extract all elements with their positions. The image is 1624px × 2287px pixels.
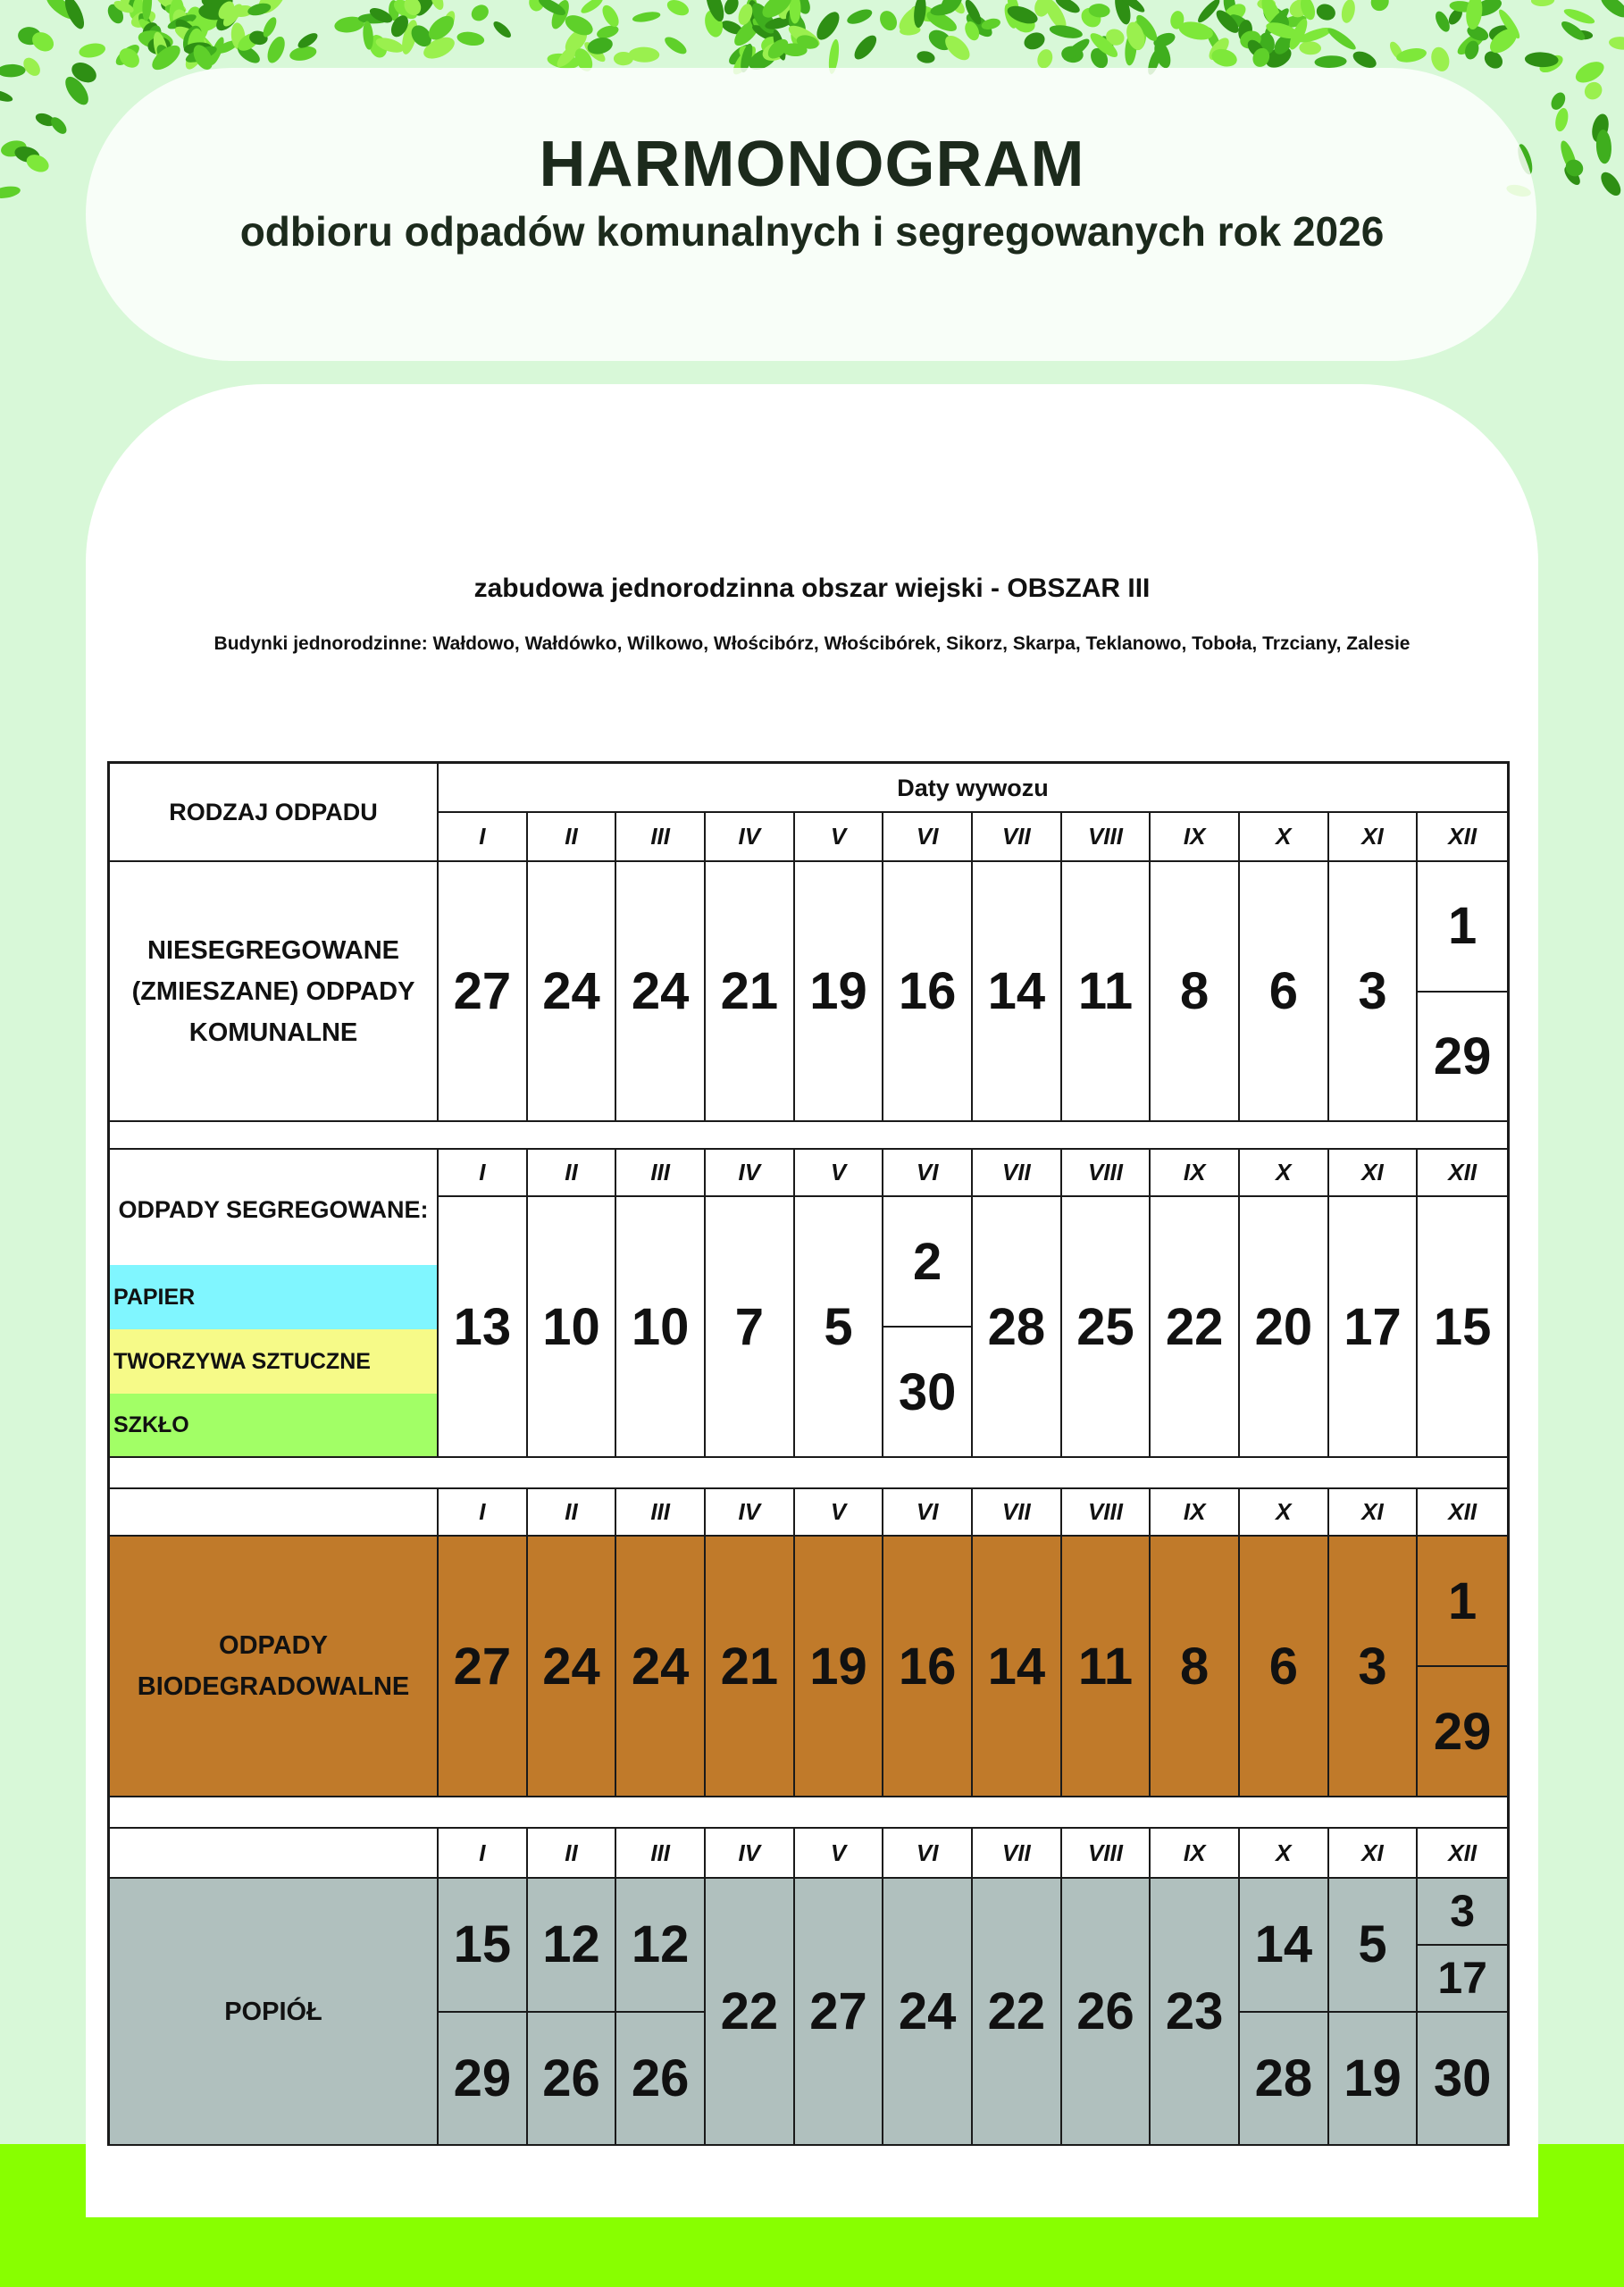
date-value: 7 — [734, 1297, 764, 1356]
month-header-V — [795, 813, 884, 862]
month-header-XI — [1329, 1829, 1419, 1879]
date-cell — [616, 1197, 706, 1458]
date-cell — [528, 1537, 617, 1797]
leaf-shape — [0, 88, 14, 105]
month-label: VIII — [1087, 1498, 1123, 1525]
date-cell — [616, 1879, 706, 2013]
month-label: I — [479, 1498, 486, 1525]
leaf-shape — [491, 19, 514, 40]
month-label: III — [650, 1498, 670, 1525]
date-value: 26 — [631, 2048, 690, 2107]
month-header-XII — [1418, 1829, 1507, 1879]
month-header-II — [528, 1150, 617, 1197]
date-value: 5 — [1358, 1915, 1387, 1974]
dates-header-cell — [439, 764, 1507, 813]
date-cell — [1240, 1879, 1329, 2013]
date-cell — [616, 862, 706, 1122]
month-label: V — [830, 1498, 847, 1525]
date-cell — [1151, 1537, 1240, 1797]
date-cell — [616, 1537, 706, 1797]
month-header-VII — [973, 1829, 1062, 1879]
section-gap — [110, 1797, 1507, 1829]
date-cell — [1418, 1667, 1507, 1797]
month-header-XII — [1418, 1150, 1507, 1197]
leaf-shape — [468, 2, 491, 24]
date-value: 24 — [631, 1637, 690, 1696]
month-header-VIII — [1062, 1829, 1151, 1879]
area-villages: Budynki jednorodzinne: Wałdowo, Wałdówko, Wilkowo, Włościbórz, Włościbórek, Sikorz, Skarpa, Teklanowo, Toboła, Trzciany, Zalesie — [213, 633, 1411, 654]
month-header-X — [1240, 1489, 1329, 1537]
date-value: 1 — [1448, 1571, 1478, 1630]
date-cell — [528, 1197, 617, 1458]
date-value: 8 — [1180, 1637, 1210, 1696]
leaf-shape — [1531, 0, 1555, 7]
date-value: 28 — [987, 1297, 1046, 1356]
date-value: 29 — [1433, 1702, 1492, 1761]
month-header-VII — [973, 1489, 1062, 1537]
month-label: II — [565, 1839, 578, 1866]
month-label: V — [830, 1159, 847, 1185]
date-cell — [528, 1879, 617, 2013]
month-label: X — [1276, 1498, 1292, 1525]
date-value: 8 — [1180, 962, 1210, 1020]
month-label: VII — [1001, 1839, 1031, 1866]
month-header-IX — [1151, 1489, 1240, 1537]
leaf-shape — [665, 0, 691, 19]
month-label: XII — [1448, 1159, 1478, 1185]
month-header-VIII — [1062, 1489, 1151, 1537]
month-header-III — [616, 813, 706, 862]
date-value: 23 — [1165, 1982, 1224, 2040]
month-label: V — [830, 823, 847, 850]
date-cell — [795, 1197, 884, 1458]
type-header: RODZAJ ODPADU — [169, 799, 378, 825]
month-label: IV — [738, 823, 761, 850]
leaf-shape — [629, 46, 660, 63]
subtype-cell-1 — [110, 1329, 439, 1394]
month-header-VI — [883, 1150, 973, 1197]
date-cell — [1062, 1879, 1151, 2146]
month-header-II — [528, 1489, 617, 1537]
date-value: 6 — [1268, 1637, 1298, 1696]
month-label: II — [565, 823, 578, 850]
month-header-VIII — [1062, 813, 1151, 862]
date-value: 11 — [1077, 1637, 1134, 1696]
leaf-shape — [1314, 2, 1337, 23]
date-value: 26 — [1076, 1982, 1134, 2040]
date-value: 25 — [1076, 1297, 1134, 1356]
date-value: 22 — [1165, 1297, 1224, 1356]
date-cell — [1240, 1197, 1329, 1458]
date-value: 14 — [987, 1637, 1046, 1696]
date-value: 24 — [542, 1637, 600, 1696]
date-value: 10 — [542, 1297, 600, 1356]
date-value: 28 — [1254, 2048, 1313, 2107]
date-cell — [1151, 1197, 1240, 1458]
date-cell — [1240, 862, 1329, 1122]
date-value: 3 — [1450, 1886, 1476, 1937]
date-cell — [1418, 993, 1507, 1123]
leaf-shape — [1314, 55, 1347, 69]
leaf-shape — [1022, 29, 1048, 53]
month-label: XII — [1448, 1839, 1478, 1866]
date-cell — [973, 1537, 1062, 1797]
section-label-ash: POPIÓŁ — [224, 1997, 322, 2026]
leaf-shape — [845, 6, 874, 27]
month-header-III — [616, 1829, 706, 1879]
month-header-IV — [706, 1150, 795, 1197]
month-header-I — [439, 813, 528, 862]
month-label: I — [479, 1159, 486, 1185]
date-value: 3 — [1358, 962, 1387, 1020]
month-label: VII — [1001, 1159, 1031, 1185]
section-gap — [110, 1458, 1507, 1489]
date-value: 11 — [1077, 962, 1134, 1020]
subtype-label: PAPIER — [113, 1285, 196, 1310]
month-label: IV — [738, 1498, 761, 1525]
month-header-III — [616, 1489, 706, 1537]
date-value: 1 — [1448, 897, 1478, 956]
date-cell — [883, 1197, 973, 1328]
leaf-shape — [1326, 25, 1359, 53]
month-label: VII — [1001, 1498, 1031, 1525]
month-header-V — [795, 1489, 884, 1537]
month-label: X — [1276, 1159, 1292, 1185]
leaf-shape — [579, 0, 605, 16]
date-cell — [528, 2013, 617, 2147]
date-cell — [1418, 862, 1507, 993]
date-value: 24 — [631, 962, 690, 1020]
date-cell — [1418, 2013, 1507, 2147]
date-cell — [528, 862, 617, 1122]
leaf-shape — [1368, 0, 1393, 14]
date-cell — [439, 1197, 528, 1458]
month-header-V — [795, 1829, 884, 1879]
month-label: IV — [738, 1839, 761, 1866]
date-value: 13 — [453, 1297, 512, 1356]
section-label-bio: ODPADY BIODEGRADOWALNE — [137, 1631, 410, 1701]
date-cell — [1418, 1879, 1507, 1946]
month-label: VIII — [1087, 1159, 1123, 1185]
subtype-label: SZKŁO — [113, 1412, 189, 1437]
month-header-II — [528, 813, 617, 862]
month-header-VI — [883, 813, 973, 862]
month-label: I — [479, 823, 486, 850]
schedule-table — [107, 761, 1510, 2146]
dates-header: Daty wywozu — [897, 774, 1049, 801]
date-value: 30 — [898, 1362, 957, 1421]
date-value: 19 — [809, 962, 867, 1020]
date-cell — [616, 2013, 706, 2147]
date-value: 3 — [1358, 1637, 1387, 1696]
date-value: 27 — [453, 1637, 512, 1696]
month-header-XI — [1329, 813, 1419, 862]
leaf-shape — [1597, 0, 1624, 21]
month-header-VI — [883, 1829, 973, 1879]
date-value: 20 — [1254, 1297, 1313, 1356]
date-value: 12 — [542, 1915, 600, 1974]
date-cell — [1329, 1537, 1419, 1797]
month-header-IV — [706, 1829, 795, 1879]
date-cell — [883, 862, 973, 1122]
date-value: 24 — [898, 1982, 957, 2040]
date-cell — [883, 1328, 973, 1458]
leaf-shape — [614, 52, 633, 65]
area-title: zabudowa jednorodzinna obszar wiejski - OBSZAR III — [473, 574, 1151, 603]
month-header-III — [616, 1150, 706, 1197]
date-value: 26 — [542, 2048, 600, 2107]
month-label: IX — [1183, 1159, 1206, 1185]
date-value: 30 — [1433, 2048, 1492, 2107]
section-label-cell — [110, 1537, 439, 1797]
date-cell — [795, 862, 884, 1122]
month-label: X — [1276, 823, 1292, 850]
page-subtitle: odbioru odpadów komunalnych i segregowanych rok 2026 — [239, 208, 1385, 255]
month-label: VI — [916, 1159, 939, 1185]
month-label: IV — [738, 1159, 761, 1185]
section-label-cell — [110, 862, 439, 1122]
month-label: IX — [1183, 823, 1206, 850]
month-label: III — [650, 1839, 670, 1866]
date-value: 5 — [824, 1297, 853, 1356]
date-cell — [706, 1197, 795, 1458]
date-cell — [1418, 1197, 1507, 1458]
month-header-V — [795, 1150, 884, 1197]
date-value: 29 — [453, 2048, 512, 2107]
month-label: XII — [1448, 823, 1478, 850]
month-header-IV — [706, 1489, 795, 1537]
date-cell — [795, 1537, 884, 1797]
month-header-X — [1240, 1150, 1329, 1197]
date-cell — [795, 1879, 884, 2146]
date-value: 17 — [1344, 1297, 1402, 1356]
month-header-XII — [1418, 1489, 1507, 1537]
section-label-cell — [110, 1150, 439, 1265]
leaf-shape — [1428, 45, 1452, 73]
month-header-XI — [1329, 1489, 1419, 1537]
date-cell — [439, 1879, 528, 2013]
month-header-X — [1240, 813, 1329, 862]
month-header-IX — [1151, 1150, 1240, 1197]
date-value: 19 — [1344, 2048, 1402, 2107]
leaf-shape — [850, 32, 880, 63]
date-cell — [1329, 1879, 1419, 2013]
date-cell — [1329, 2013, 1419, 2147]
month-label: X — [1276, 1839, 1292, 1866]
month-label: XI — [1361, 1498, 1384, 1525]
month-header-blank — [110, 1489, 439, 1537]
date-cell — [439, 2013, 528, 2147]
subtype-cell-0 — [110, 1265, 439, 1329]
month-header-I — [439, 1150, 528, 1197]
date-value: 14 — [1254, 1915, 1313, 1974]
date-cell — [1418, 1946, 1507, 2013]
section-label-segregated: ODPADY SEGREGOWANE: — [118, 1196, 429, 1223]
date-value: 22 — [720, 1982, 779, 2040]
month-header-I — [439, 1489, 528, 1537]
month-header-XI — [1329, 1150, 1419, 1197]
month-label: XII — [1448, 1498, 1478, 1525]
month-header-IX — [1151, 1829, 1240, 1879]
leaf-shape — [264, 34, 289, 65]
date-value: 22 — [987, 1982, 1046, 2040]
month-header-VIII — [1062, 1150, 1151, 1197]
month-label: II — [565, 1159, 578, 1185]
subtype-label: TWORZYWA SZTUCZNE — [113, 1349, 371, 1374]
month-label: VI — [916, 823, 939, 850]
date-value: 14 — [987, 962, 1046, 1020]
leaf-shape — [1299, 41, 1321, 55]
month-label: V — [830, 1839, 847, 1866]
date-cell — [1240, 2013, 1329, 2147]
month-header-XII — [1418, 813, 1507, 862]
section-label-cell — [110, 1879, 439, 2146]
date-cell — [1329, 862, 1419, 1122]
date-cell — [1240, 1537, 1329, 1797]
date-cell — [883, 1879, 973, 2146]
date-value: 15 — [1433, 1297, 1492, 1356]
month-header-I — [439, 1829, 528, 1879]
section-gap — [110, 1122, 1507, 1150]
date-value: 24 — [542, 962, 600, 1020]
date-value: 10 — [631, 1297, 690, 1356]
month-label: XI — [1361, 823, 1384, 850]
month-header-X — [1240, 1829, 1329, 1879]
subtype-cell-2 — [110, 1394, 439, 1458]
leaf-shape — [599, 3, 623, 29]
month-label: III — [650, 823, 670, 850]
date-cell — [1151, 1879, 1240, 2146]
month-header-VII — [973, 1150, 1062, 1197]
leaf-shape — [0, 63, 26, 77]
date-cell — [1418, 1537, 1507, 1667]
date-cell — [1151, 862, 1240, 1122]
month-label: VII — [1001, 823, 1031, 850]
month-label: IX — [1183, 1839, 1206, 1866]
leaf-shape — [1340, 0, 1358, 24]
month-header-VII — [973, 813, 1062, 862]
month-label: IX — [1183, 1498, 1206, 1525]
date-value: 16 — [898, 962, 957, 1020]
date-cell — [973, 1197, 1062, 1458]
leaf-shape — [916, 50, 936, 65]
date-value: 16 — [898, 1637, 957, 1696]
leaf-shape — [662, 34, 689, 57]
date-cell — [706, 1879, 795, 2146]
month-label: I — [479, 1839, 486, 1866]
leaf-shape — [1608, 36, 1624, 51]
leaf-shape — [722, 0, 741, 17]
type-header-cell — [110, 764, 439, 862]
date-cell — [973, 1879, 1062, 2146]
date-value: 21 — [720, 1637, 779, 1696]
leaf-shape — [632, 10, 661, 23]
leaf-shape — [78, 41, 106, 59]
date-cell — [439, 1537, 528, 1797]
month-label: VI — [916, 1498, 939, 1525]
date-value: 27 — [453, 962, 512, 1020]
date-value: 21 — [720, 962, 779, 1020]
month-header-IX — [1151, 813, 1240, 862]
date-cell — [1062, 1537, 1151, 1797]
month-label: III — [650, 1159, 670, 1185]
leaf-shape — [1572, 57, 1607, 87]
date-cell — [706, 1537, 795, 1797]
date-value: 27 — [809, 1982, 867, 2040]
leaf-shape — [1035, 47, 1055, 71]
date-value: 15 — [453, 1915, 512, 1974]
month-label: XI — [1361, 1159, 1384, 1185]
date-value: 17 — [1437, 1953, 1487, 2004]
month-label: II — [565, 1498, 578, 1525]
date-cell — [973, 862, 1062, 1122]
date-cell — [1062, 862, 1151, 1122]
date-cell — [439, 862, 528, 1122]
month-header-II — [528, 1829, 617, 1879]
date-value: 19 — [809, 1637, 867, 1696]
month-label: VIII — [1087, 1839, 1123, 1866]
month-label: VIII — [1087, 823, 1123, 850]
month-header-blank — [110, 1829, 439, 1879]
page-title: HARMONOGRAM — [539, 129, 1085, 200]
date-cell — [1062, 1197, 1151, 1458]
date-cell — [883, 1537, 973, 1797]
month-label: XI — [1361, 1839, 1384, 1866]
date-cell — [706, 862, 795, 1122]
date-value: 6 — [1268, 962, 1298, 1020]
month-header-IV — [706, 813, 795, 862]
month-header-VI — [883, 1489, 973, 1537]
leaf-shape — [456, 30, 485, 47]
date-value: 29 — [1433, 1026, 1492, 1085]
section-label-mixed: NIESEGREGOWANE (ZMIESZANE) ODPADY KOMUNALNE — [131, 935, 415, 1047]
date-value: 2 — [913, 1232, 942, 1291]
date-value: 12 — [631, 1915, 690, 1974]
month-label: VI — [916, 1839, 939, 1866]
leaf-shape — [876, 8, 900, 34]
leaf-shape — [21, 54, 44, 79]
date-cell — [1329, 1197, 1419, 1458]
